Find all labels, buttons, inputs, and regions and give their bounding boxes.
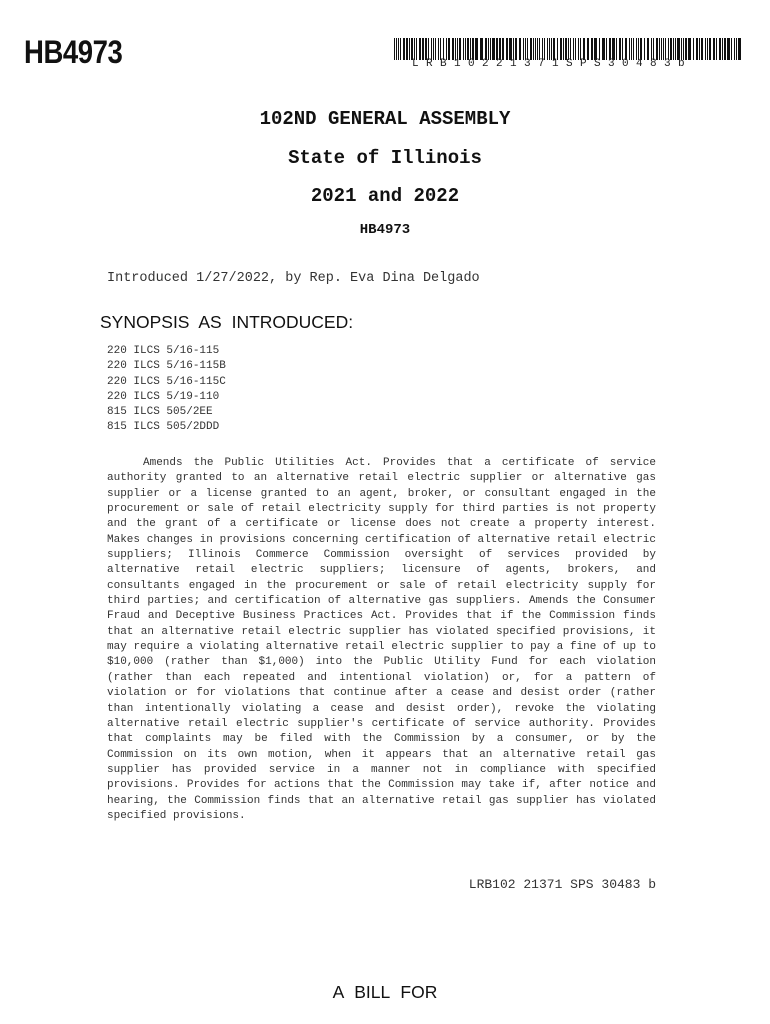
citation-item: 220 ILCS 5/16-115C xyxy=(107,375,226,388)
citation-item: 220 ILCS 5/19-110 xyxy=(107,390,220,403)
bill-number: HB4973 xyxy=(24,34,123,70)
citation-item: 220 ILCS 5/16-115B xyxy=(107,360,226,373)
citation-list xyxy=(107,344,226,436)
state-title: State of Illinois xyxy=(288,147,482,169)
barcode-text: LRB10221371SPS30483b xyxy=(412,58,693,70)
barcode-bars xyxy=(394,38,742,60)
lrb-number: LRB102 21371 SPS 30483 b xyxy=(468,877,656,892)
session-years: 2021 and 2022 xyxy=(310,185,460,207)
assembly-title: 102ND GENERAL ASSEMBLY xyxy=(259,108,511,130)
introduced-line: Introduced 1/27/2022, by Rep. Eva Dina Delgado xyxy=(107,271,480,286)
barcode xyxy=(394,38,742,70)
citation-item: 220 ILCS 5/16-115 xyxy=(107,345,220,357)
bill-for-heading: A BILL FOR xyxy=(332,982,438,1002)
bill-number-center: HB4973 xyxy=(359,222,411,238)
synopsis-heading: SYNOPSIS AS INTRODUCED: xyxy=(100,312,354,332)
synopsis-text: Amends the Public Utilities Act. Provides that a certificate of service authority granted to an alternative retail electric supplier or alternative gas supplier or a license granted to an agent, broker, or consultant engaged in the procurement or sale of retail electricity supply for third parties is not property and the grant of a certificate or license does not create a property interest. Makes changes in provisions concerning certification of alternative retail electric suppliers; Illinois Commerce Commission oversight of services provided by alternative retail electric suppliers; licensure of agents, brokers, and consultants engaged in the procurement or sale of retail electricity supply for third parties; and certification of alternative gas suppliers. Amends the Consumer Fraud and Deceptive Business Practices Act. Provides that if the Commission finds that an alternative retail electric supplier has violated specified provisions, it may require a violating alternative retail electric supplier to pay a fine of up to $10,000 (rather than $1,000) into the Public Utility Fund for each violation (rather than each repeated and intentional violation) or, for a pattern of violation or for violations that continue after a cease and desist order (rather than intentionally violating a cease and desist order), revoke the violating alternative retail electric supplier's certificate of service authority. Provides that complaints may be filed with the Commission by a consumer, or by the Commission on its own motion, when it appears that an alternative retail gas supplier has provided service in a manner not in compliance with specified provisions. Provides for actions that the Commission may take if, after notice and hearing, the Commission finds that an alternative retail gas supplier has violated specified provisions. xyxy=(107,457,656,822)
citation-item: 815 ILCS 505/2EE xyxy=(107,406,213,419)
citation-item: 815 ILCS 505/2DDD xyxy=(107,421,220,434)
